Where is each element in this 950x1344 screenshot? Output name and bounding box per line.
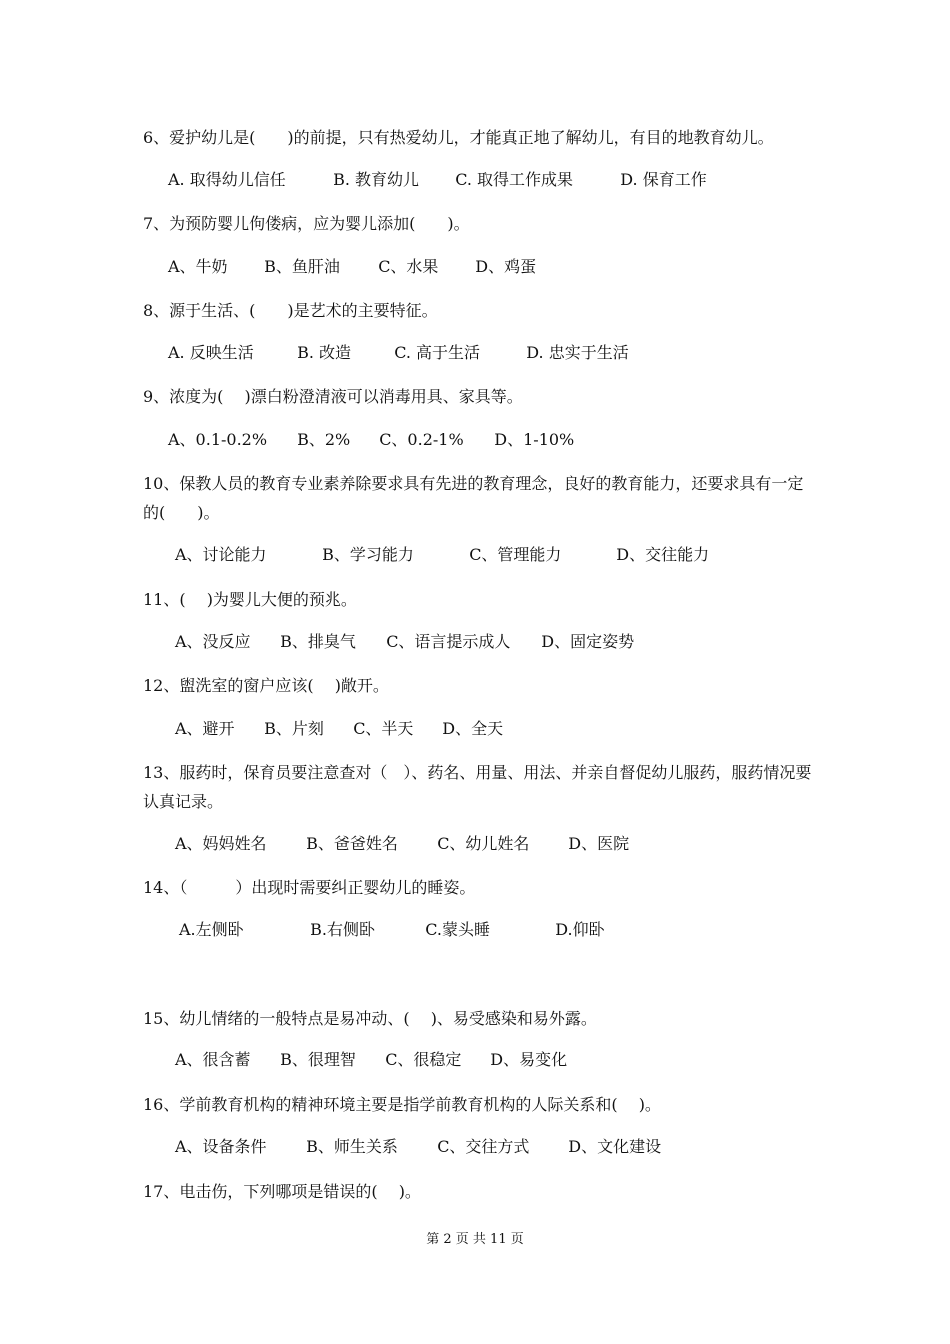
option-c: C、半天 <box>353 719 414 738</box>
option-b: B. 改造 <box>297 343 352 362</box>
option-c: C、管理能力 <box>469 545 562 564</box>
question-9: 9、浓度为( )漂白粉澄清液可以消毒用具、家具等。 <box>143 387 523 406</box>
option-a: A、避开 <box>175 719 235 738</box>
option-b: B、师生关系 <box>306 1137 398 1156</box>
option-c: C. 取得工作成果 <box>455 170 574 189</box>
option-b: B.右侧卧 <box>310 920 375 939</box>
question-12: 12、盥洗室的窗户应该( )敞开。 <box>143 676 389 695</box>
question-7: 7、为预防婴儿佝偻病，应为婴儿添加( )。 <box>143 214 470 233</box>
option-d: D、医院 <box>568 834 630 853</box>
option-b: B、2% <box>297 430 351 449</box>
question-8: 8、源于生活、( )是艺术的主要特征。 <box>143 301 438 320</box>
option-b: B、排臭气 <box>280 632 356 651</box>
option-d: D、固定姿势 <box>541 632 635 651</box>
option-b: B、学习能力 <box>322 545 414 564</box>
question-15: 15、幼儿情绪的一般特点是易冲动、( )、易受感染和易外露。 <box>143 1009 597 1028</box>
option-b: B、鱼肝油 <box>264 257 340 276</box>
options-14 <box>179 918 605 942</box>
option-b: B. 教育幼儿 <box>333 170 420 189</box>
options-7 <box>168 255 536 279</box>
option-a: A、0.1-0.2% <box>168 430 268 449</box>
option-d: D、1-10% <box>494 430 575 449</box>
question-16: 16、学前教育机构的精神环境主要是指学前教育机构的人际关系和( )。 <box>143 1095 661 1114</box>
option-a: A、设备条件 <box>175 1137 267 1156</box>
option-c: C、0.2-1% <box>379 430 464 449</box>
option-d: D、鸡蛋 <box>475 257 537 276</box>
question-11: 11、( )为婴儿大便的预兆。 <box>143 590 357 609</box>
options-12 <box>175 717 503 741</box>
options-13 <box>175 832 629 856</box>
option-a: A、妈妈姓名 <box>175 834 267 853</box>
option-d: D.仰卧 <box>555 920 605 939</box>
option-d: D、交往能力 <box>616 545 710 564</box>
question-13: 13、服药时，保育员要注意查对（ ）、药名、用量、用法、并亲自督促幼儿服药，服药情况要认真记录。 <box>143 763 812 811</box>
option-c: C、交往方式 <box>437 1137 530 1156</box>
option-d: D. 忠实于生活 <box>526 343 629 362</box>
option-d: D、全天 <box>442 719 504 738</box>
option-b: B、片刻 <box>264 719 324 738</box>
option-a: A、牛奶 <box>168 257 228 276</box>
option-a: A.左侧卧 <box>179 920 244 939</box>
option-c: C.蒙头睡 <box>425 920 490 939</box>
question-14: 14、（ ）出现时需要纠正婴幼儿的睡姿。 <box>143 878 476 897</box>
options-6 <box>168 168 707 192</box>
question-17: 17、电击伤，下列哪项是错误的( )。 <box>143 1182 421 1201</box>
option-a: A、很含蓄 <box>175 1050 251 1069</box>
options-10 <box>175 543 709 567</box>
option-a: A、讨论能力 <box>175 545 267 564</box>
option-d: D. 保育工作 <box>620 170 707 189</box>
option-c: C、语言提示成人 <box>386 632 511 651</box>
option-c: C、很稳定 <box>385 1050 462 1069</box>
option-c: C、水果 <box>378 257 439 276</box>
options-8 <box>168 341 629 365</box>
option-c: C、幼儿姓名 <box>437 834 530 853</box>
option-a: A、没反应 <box>175 632 251 651</box>
option-a: A. 取得幼儿信任 <box>168 170 286 189</box>
option-c: C. 高于生活 <box>394 343 481 362</box>
question-10: 10、保教人员的教育专业素养除要求具有先进的教育理念，良好的教育能力，还要求具有一定的( )。 <box>143 474 804 522</box>
option-b: B、很理智 <box>280 1050 356 1069</box>
option-d: D、易变化 <box>490 1050 568 1069</box>
option-b: B、爸爸姓名 <box>306 834 398 853</box>
question-6: 6、爱护幼儿是( )的前提，只有热爱幼儿，才能真正地了解幼儿，有目的地教育幼儿。 <box>143 128 774 147</box>
options-9 <box>168 428 574 452</box>
option-a: A. 反映生活 <box>168 343 254 362</box>
option-d: D、文化建设 <box>568 1137 662 1156</box>
options-16 <box>175 1135 661 1159</box>
page-number: 第 2 页 共 11 页 <box>426 1232 524 1247</box>
options-11 <box>175 630 634 654</box>
options-15 <box>175 1048 567 1072</box>
